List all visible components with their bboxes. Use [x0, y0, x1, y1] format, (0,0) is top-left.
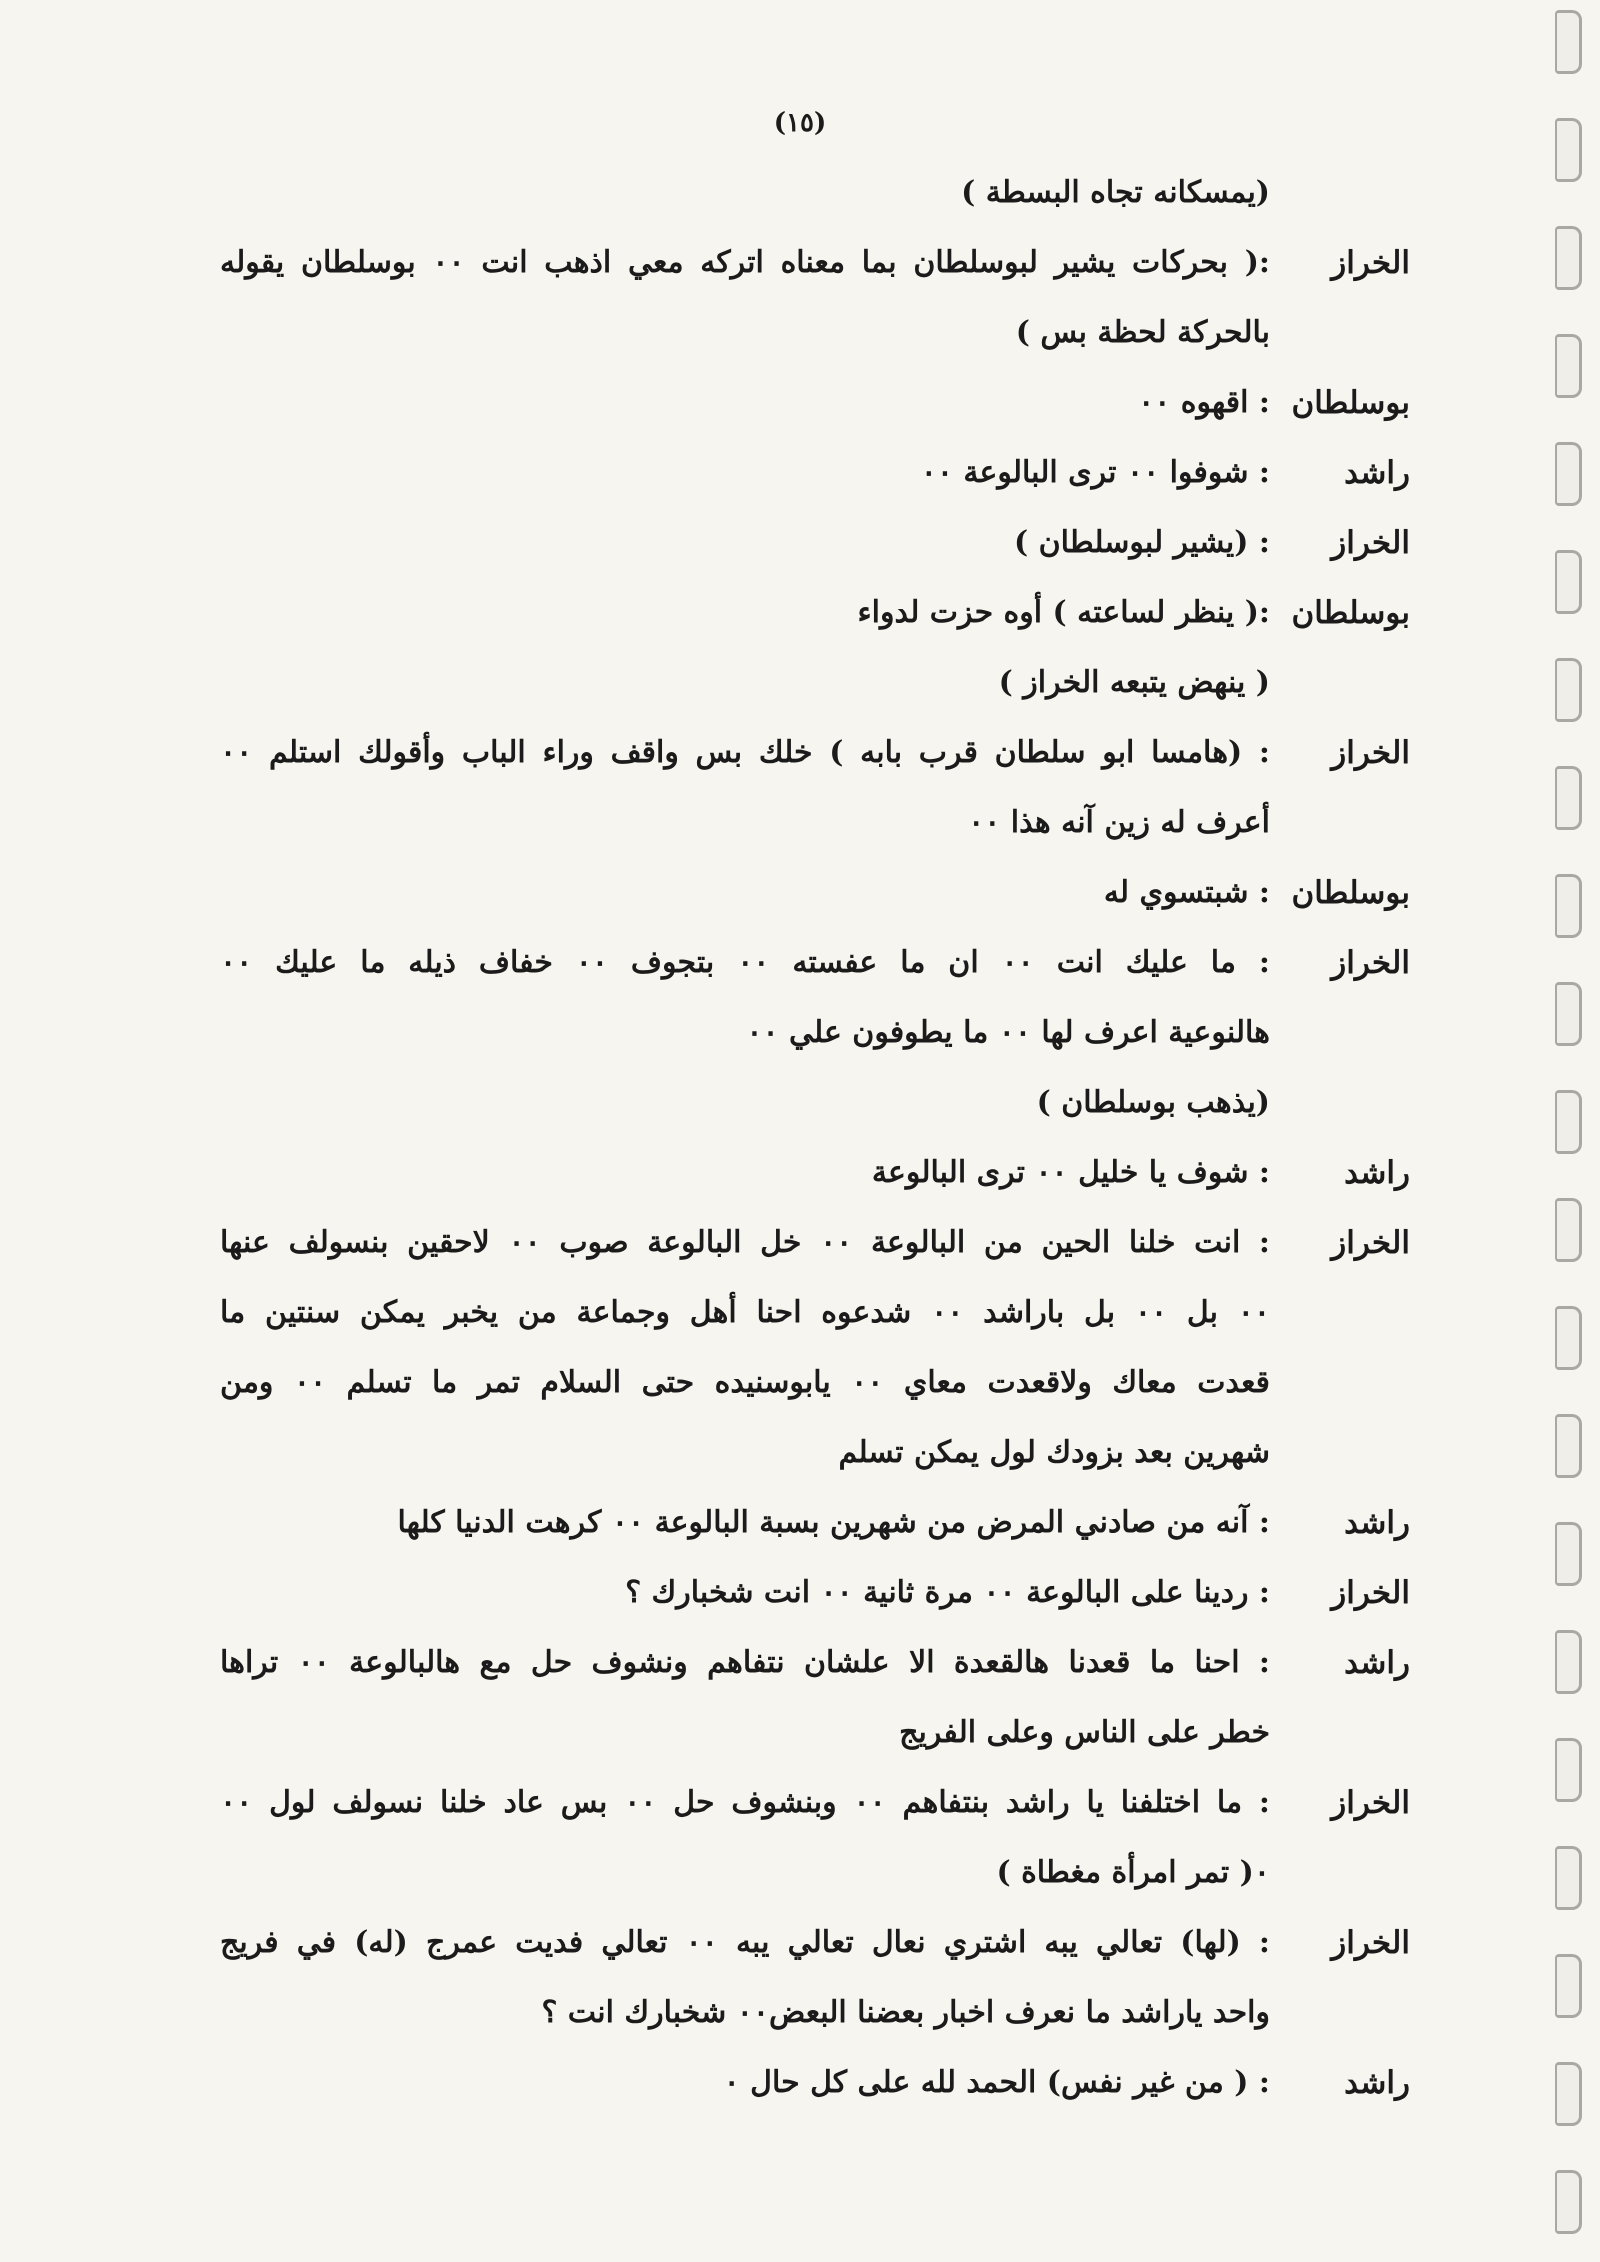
speech-line: : احنا ما قعدنا هالقعدة الا علشان نتفاهم ونشوف حل مع هالبالوعة ٠٠ تراها [220, 1645, 1270, 1680]
speaker-name: راشد [1344, 1645, 1410, 1681]
binding-ring [1555, 658, 1582, 722]
dialogue-entry [220, 1908, 1410, 2048]
speech-line: : اقهوه ٠٠ [1138, 385, 1270, 420]
speaker-name: راشد [1344, 1505, 1410, 1541]
dialogue-entry [220, 228, 1410, 368]
dialogue-entry [220, 1628, 1410, 1768]
speech-text [220, 1208, 1270, 1488]
speech-text [220, 1488, 1270, 1558]
binding-ring [1555, 550, 1582, 614]
binding-ring [1555, 1630, 1582, 1694]
speech-line: :( بحركات يشير لبوسلطان بما معناه اتركه معي اذهب انت ٠٠ بوسلطان يقوله [220, 245, 1270, 280]
speaker-name: الخراز [1331, 1225, 1410, 1261]
binding-ring [1555, 982, 1582, 1046]
speech-line: : ( من غير نفس) الحمد لله على كل حال ٠ [723, 2065, 1270, 2100]
speech-line: هالنوعية اعرف لها ٠٠ ما يطوفون علي ٠٠ [746, 1015, 1270, 1050]
speech-line: : شوفوا ٠٠ ترى البالوعة ٠٠ [920, 455, 1270, 490]
speech-line: : ما اختلفنا يا راشد بنتفاهم ٠٠ وبنشوف حل ٠٠ بس عاد خلنا نسولف لول ٠٠ [220, 1785, 1270, 1820]
speech-text [220, 228, 1270, 368]
binding-ring [1555, 1738, 1582, 1802]
binding-ring [1555, 442, 1582, 506]
speech-text [220, 648, 1270, 718]
dialogue-entry [220, 2048, 1410, 2118]
speech-line: : شبتسوي له [1103, 875, 1270, 910]
dialogue-entry [220, 578, 1410, 648]
speaker-name: بوسلطان [1291, 595, 1410, 631]
speaker-name: الخراز [1331, 1925, 1410, 1961]
speech-line: ( ينهض يتبعه الخراز ) [998, 665, 1270, 700]
speech-text [220, 928, 1270, 1138]
page-number: (١٥) [773, 108, 827, 138]
speech-text [220, 158, 1270, 228]
speech-line: خطر على الناس وعلى الفريج [899, 1715, 1270, 1750]
speaker-name: بوسلطان [1291, 875, 1410, 911]
speaker-name: راشد [1344, 2065, 1410, 2101]
binding-ring [1555, 1954, 1582, 2018]
speech-text [220, 858, 1270, 928]
speech-text [220, 578, 1270, 648]
speech-line: : شوف يا خليل ٠٠ ترى البالوعة [871, 1155, 1270, 1190]
dialogue-entry [220, 928, 1410, 1138]
speaker-name: الخراز [1331, 525, 1410, 561]
speech-line: : (هامسا ابو سلطان قرب بابه ) خلك بس واقف وراء الباب وأقولك استلم ٠٠ [220, 735, 1270, 770]
speech-line: : ردينا على البالوعة ٠٠ مرة ثانية ٠٠ انت شخبارك ؟ [625, 1575, 1270, 1610]
binding-ring [1555, 334, 1582, 398]
binding-ring [1555, 10, 1582, 74]
dialogue-entry [220, 648, 1410, 718]
speaker-name: راشد [1344, 455, 1410, 491]
speech-line: : (يشير لبوسلطان ) [1013, 525, 1270, 560]
spiral-binding [1546, 0, 1586, 2262]
speech-text [220, 508, 1270, 578]
speaker-name [1270, 158, 1410, 228]
binding-ring [1555, 2170, 1582, 2234]
binding-ring [1555, 226, 1582, 290]
play-script [220, 158, 1410, 2118]
dialogue-entry [220, 438, 1410, 508]
binding-ring [1555, 766, 1582, 830]
binding-ring [1555, 1306, 1582, 1370]
dialogue-entry [220, 1558, 1410, 1628]
speech-line: : (لها) تعالي يبه اشتري نعال تعالي يبه ٠٠ تعالي فديت عمرج (له) في فريج [220, 1925, 1270, 1960]
dialogue-entry [220, 1138, 1410, 1208]
speech-text [220, 718, 1270, 858]
speech-line: شهرين بعد بزودك لول يمكن تسلم [838, 1435, 1270, 1470]
speaker-name: الخراز [1331, 1575, 1410, 1611]
speech-line: (يمسكانه تجاه البسطة ) [961, 175, 1270, 210]
binding-ring [1555, 874, 1582, 938]
speaker-name: راشد [1344, 1155, 1410, 1191]
speech-text [220, 1768, 1270, 1908]
binding-ring [1555, 1198, 1582, 1262]
dialogue-entry [220, 158, 1410, 228]
speech-line: : انت خلنا الحين من البالوعة ٠٠ خل البالوعة صوب ٠٠ لاحقين بنسولف عنها [220, 1225, 1270, 1260]
binding-ring [1555, 2062, 1582, 2126]
speaker-name [1270, 648, 1410, 718]
speaker-name: الخراز [1331, 245, 1410, 281]
speech-text [220, 1628, 1270, 1768]
binding-ring [1555, 1090, 1582, 1154]
speech-line: : آنه من صادني المرض من شهرين بسبة البالوعة ٠٠ كرهت الدنيا كلها [397, 1505, 1270, 1540]
speech-line: ٠( تمر امرأة مغطاة ) [996, 1855, 1270, 1890]
speech-line: : ما عليك انت ٠٠ ان ما عفسته ٠٠ بتجوف ٠٠ خفاف ذيله ما عليك ٠٠ [220, 945, 1270, 980]
speech-text [220, 1908, 1270, 2048]
binding-ring [1555, 1846, 1582, 1910]
speech-line: :( ينظر لساعته ) أوه حزت لدواء [857, 595, 1270, 630]
dialogue-entry [220, 1208, 1410, 1488]
speech-line: بالحركة لحظة بس ) [1015, 315, 1270, 350]
speech-line: قعدت معاك ولاقعدت معاي ٠٠ يابوسنيده حتى السلام تمر ما تسلم ٠٠ ومن [220, 1365, 1270, 1400]
speech-line: واحد ياراشد ما نعرف اخبار بعضنا البعض٠٠ شخبارك انت ؟ [541, 1995, 1270, 2030]
speech-text [220, 368, 1270, 438]
speech-line: (يذهب بوسلطان ) [1036, 1085, 1270, 1120]
dialogue-entry [220, 858, 1410, 928]
speaker-name: الخراز [1331, 945, 1410, 981]
dialogue-entry [220, 508, 1410, 578]
binding-ring [1555, 1414, 1582, 1478]
dialogue-entry [220, 1768, 1410, 1908]
speech-line: أعرف له زين آنه هذا ٠٠ [968, 805, 1270, 840]
speech-text [220, 438, 1270, 508]
speech-text [220, 2048, 1270, 2118]
dialogue-entry [220, 718, 1410, 858]
speech-text [220, 1558, 1270, 1628]
dialogue-entry [220, 368, 1410, 438]
speaker-name: الخراز [1331, 1785, 1410, 1821]
dialogue-entry [220, 1488, 1410, 1558]
speaker-name: بوسلطان [1291, 385, 1410, 421]
speaker-name: الخراز [1331, 735, 1410, 771]
binding-ring [1555, 118, 1582, 182]
speech-line: ٠٠ بل ٠٠ بل باراشد ٠٠ شدعوه احنا أهل وجماعة من يخبر يمكن سنتين ما [220, 1295, 1270, 1330]
speech-text [220, 1138, 1270, 1208]
binding-ring [1555, 1522, 1582, 1586]
